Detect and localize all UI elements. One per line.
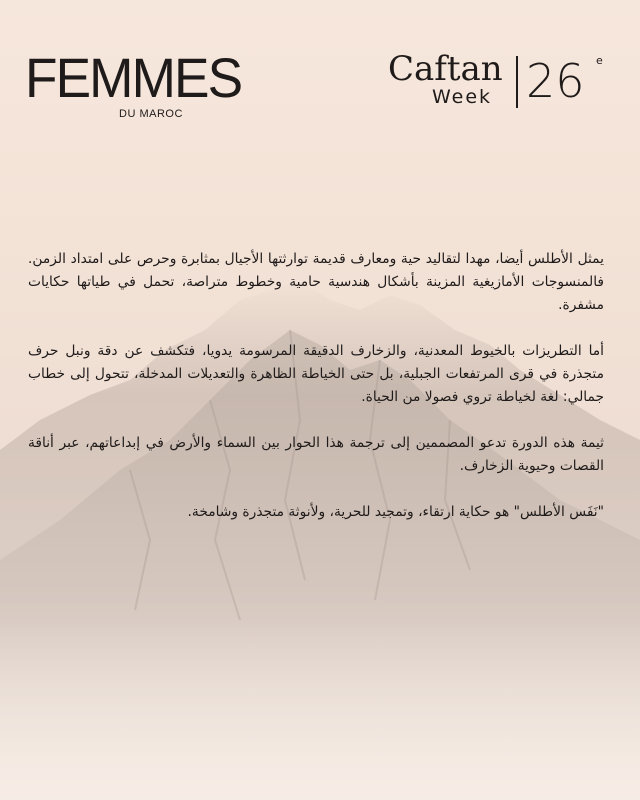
edition-number: 26	[526, 54, 585, 108]
caftan-logo-text: Caftan	[388, 49, 503, 89]
caftan-week-logo	[388, 49, 618, 122]
paragraph-1: يمثل الأطلس أيضا، مهدا لتقاليد حية ومعارف قديمة توارثتها الأجيال بمثابرة وحرص على امتداد الزمن. فالمنسوجات الأمازيغية المزينة بأشكال هندسية حامية وخطوط متراصة، تحمل في طياتها حكايات مشفرة.	[28, 251, 604, 313]
paragraph-3: ثيمة هذه الدورة تدعو المصممين إلى ترجمة هذا الحوار بين السماء والأرض في إبداعاتهم، عبر أناقة القصات وحيوية الزخارف.	[28, 435, 604, 474]
paragraph-2: أما التطريزات بالخيوط المعدنية، والزخارف الدقيقة المرسومة يدويا، فتكشف عن دقة ونبل حرف متجذرة في قرى المرتفعات الجبلية، بل حتى الخياطة الظاهرة والتعديلات المدخلة، تتحول إلى خطاب جمالي: لغة لخياطة تروي فصولا من الحياة.	[28, 343, 604, 405]
week-logo-text: Week	[432, 86, 493, 108]
logo-divider	[516, 56, 518, 108]
femmes-logo-text: FEMMES	[25, 46, 242, 109]
edition-suffix: e	[596, 54, 603, 67]
paragraph-4: "نَفَس الأطلس" هو حكاية ارتقاء، وتمجيد للحرية، ولأنوثة متجذرة وشامخة.	[187, 504, 604, 520]
femmes-du-maroc-logo	[25, 46, 255, 130]
article-text	[28, 248, 604, 547]
du-maroc-logo-text: DU MAROC	[119, 108, 183, 120]
